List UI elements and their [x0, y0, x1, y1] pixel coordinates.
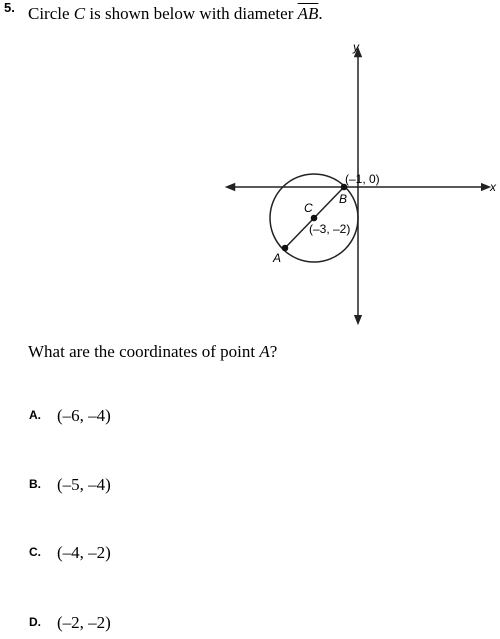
point-a-label: A	[273, 251, 282, 265]
y-axis-label: y	[353, 40, 359, 54]
ask-point: A	[259, 342, 270, 361]
point-c-label: C	[304, 201, 313, 215]
choice-letter: A.	[29, 408, 41, 422]
point-b-coords: (–1, 0)	[345, 172, 380, 186]
question-ask	[28, 342, 277, 362]
choice-letter: D.	[29, 615, 41, 629]
center-name: C	[73, 4, 86, 23]
choice-text: (–2, –2)	[57, 613, 111, 632]
choice-text: (–5, –4)	[57, 475, 111, 494]
choice-text: (–4, –2)	[57, 543, 111, 562]
ask-text-start: What are the coordinates of point	[28, 342, 260, 361]
point-a	[282, 245, 289, 252]
center-coords: (–3, –2)	[309, 222, 351, 236]
prompt-text-start: Circle	[28, 4, 74, 23]
ask-text-end: ?	[269, 342, 278, 361]
point-c	[311, 215, 318, 222]
choice-text: (–6, –4)	[57, 406, 111, 425]
diameter-name: $\overline{AB}$	[297, 4, 319, 23]
point-b-label: B	[339, 192, 348, 206]
prompt-text-middle: is shown below with diameter	[85, 4, 298, 23]
question-number: 5.	[4, 0, 15, 15]
x-axis-label: x	[490, 180, 496, 194]
choice-letter: C.	[29, 545, 41, 559]
choice-letter: B.	[29, 477, 41, 491]
prompt-text-end: .	[318, 4, 323, 23]
